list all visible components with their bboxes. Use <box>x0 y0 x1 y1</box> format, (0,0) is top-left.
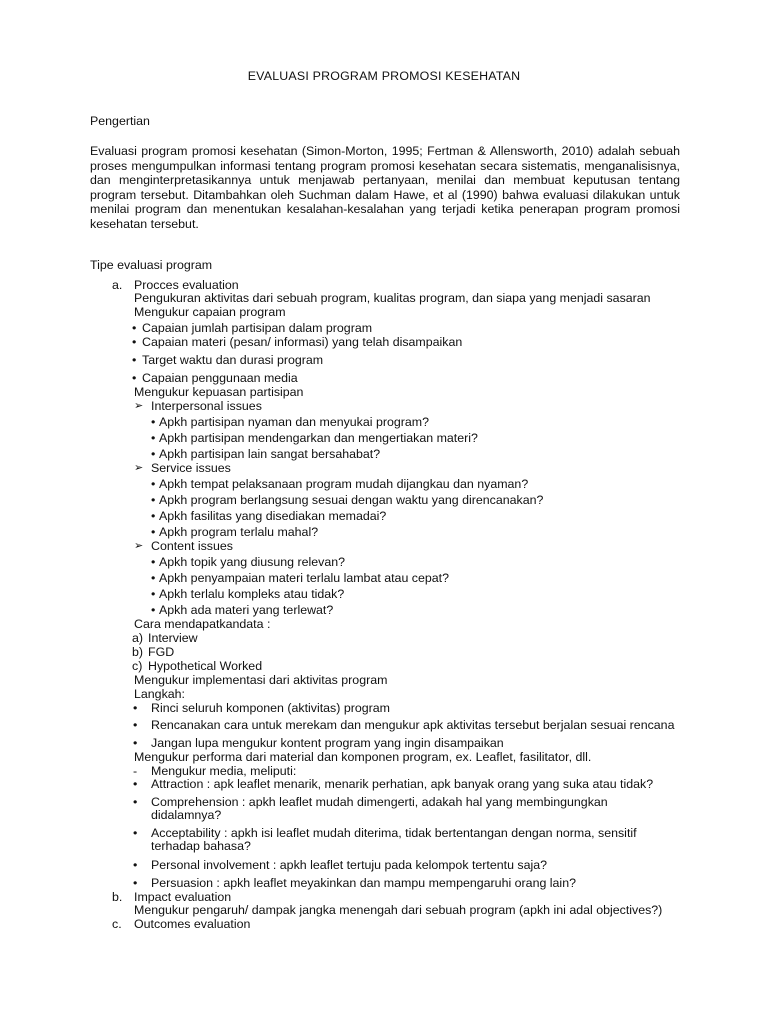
list-item: c) Hypothetical Worked <box>132 658 263 673</box>
list-item: • Apkh tempat pelaksanaan program mudah dijangkau dan nyaman? <box>151 476 529 491</box>
outcomes-evaluation-label: Outcomes evaluation <box>134 916 251 931</box>
list-marker-b: b. <box>112 889 123 904</box>
implementasi-heading: Mengukur implementasi dari aktivitas program <box>134 672 388 687</box>
impact-evaluation-label: Impact evaluation <box>134 889 232 904</box>
performa-heading: Mengukur performa dari material dan komponen program, ex. Leaflet, fasilitator, dll. <box>134 750 592 765</box>
list-item: • Apkh partisipan nyaman dan menyukai program? <box>151 414 429 429</box>
langkah-heading: Langkah: <box>134 686 185 701</box>
bullet-icon: • <box>133 777 138 792</box>
list-item: • Jangan lupa mengukur kontent program yang ingin disampaikan <box>133 736 504 751</box>
list-item: • Rinci seluruh komponen (aktivitas) program <box>133 700 390 715</box>
list-item: • Apkh partisipan lain sangat bersahabat? <box>151 446 381 461</box>
cara-heading: Cara mendapatkandata : <box>134 616 271 631</box>
bullet-icon: • <box>151 524 156 539</box>
list-marker-c: c. <box>112 916 122 931</box>
list-item: • Apkh program berlangsung sesuai dengan waktu yang direncanakan? <box>151 492 544 507</box>
section-heading-pengertian: Pengertian <box>90 114 150 128</box>
list-item: • Target waktu dan durasi program <box>132 352 324 367</box>
bullet-icon: • <box>133 857 138 872</box>
list-item: • Persuasion : apkh leaflet meyakinkan dan mampu mempengaruhi orang lain? <box>133 875 576 890</box>
bullet-icon: • <box>133 700 138 715</box>
bullet-icon: • <box>133 875 138 890</box>
bullet-icon: • <box>133 825 138 840</box>
list-item: • Apkh ada materi yang terlewat? <box>151 602 334 617</box>
list-item: • Apkh terlalu kompleks atau tidak? <box>151 586 345 601</box>
capaian-heading: Mengukur capaian program <box>134 304 286 319</box>
bullet-icon: • <box>151 476 156 491</box>
arrow-icon: ➢ <box>134 461 144 474</box>
list-item: • Attraction : apk leaflet menarik, menarik perhatian, apk banyak orang yang suka atau tidak? <box>133 777 654 792</box>
list-item: a) Interview <box>132 630 198 645</box>
bullet-icon: • <box>151 570 156 585</box>
list-item: • Personal involvement : apkh leaflet tertuju pada kelompok tertentu saja? <box>133 857 548 872</box>
bullet-icon: • <box>151 430 156 445</box>
bullet-icon: • <box>151 414 156 429</box>
content-issues: ➢ Content issues <box>134 538 233 553</box>
list-item: • Apkh penyampaian materi terlalu lambat atau cepat? <box>151 570 449 585</box>
interpersonal-issues: ➢ Interpersonal issues <box>134 398 262 413</box>
list-item-a <box>90 278 680 292</box>
kepuasan-heading: Mengukur kepuasan partisipan <box>134 384 304 399</box>
bullet-icon: • <box>132 352 137 367</box>
list-item-b <box>90 890 680 904</box>
bullet-icon: • <box>151 446 156 461</box>
service-issues: ➢ Service issues <box>134 460 231 475</box>
arrow-icon: ➢ <box>134 399 144 412</box>
dash-icon: - <box>133 764 138 779</box>
bullet-icon: • <box>133 794 138 809</box>
process-evaluation-label: Procces evaluation <box>134 277 239 292</box>
arrow-icon: ➢ <box>134 539 144 552</box>
bullet-icon: • <box>151 508 156 523</box>
bullet-icon: • <box>151 492 156 507</box>
bullet-icon: • <box>132 320 137 335</box>
list-item: • Apkh fasilitas yang disediakan memadai? <box>151 508 387 523</box>
section-heading-tipe: Tipe evaluasi program <box>90 257 213 272</box>
document-body <box>90 114 680 931</box>
impact-evaluation-desc: Mengukur pengaruh/ dampak jangka menengah dari sebuah program (apkh ini adal objectives?) <box>134 902 663 917</box>
bullet-icon: • <box>151 586 156 601</box>
page-title: EVALUASI PROGRAM PROMOSI KESEHATAN <box>247 69 521 83</box>
list-item: • Capaian materi (pesan/ informasi) yang telah disampaikan <box>132 334 463 349</box>
bullet-icon: • <box>151 554 156 569</box>
list-item: • Apkh program terlalu mahal? <box>151 524 319 539</box>
bullet-icon: • <box>151 602 156 617</box>
list-item: b) FGD <box>132 644 175 659</box>
list-item-c <box>90 917 680 931</box>
list-marker-a: a. <box>112 277 123 292</box>
bullet-icon: • <box>133 736 138 751</box>
bullet-icon: • <box>132 370 137 385</box>
list-item: • Apkh partisipan mendengarkan dan mengertiakan materi? <box>151 430 478 445</box>
media-heading: - Mengukur media, meliputi: <box>133 764 297 779</box>
list-item: • Apkh topik yang diusung relevan? <box>151 554 345 569</box>
list-item: • Acceptability : apkh isi leaflet mudah diterima, tidak bertentangan dengan norma, sensitif terhadap bahasa? <box>133 825 637 854</box>
bullet-icon: • <box>132 334 137 349</box>
process-evaluation-desc: Pengukuran aktivitas dari sebuah program, kualitas program, dan siapa yang menjadi sasaran <box>134 290 651 305</box>
list-item: • Capaian penggunaan media <box>132 370 298 385</box>
list-item: • Comprehension : apkh leaflet mudah dimengerti, adakah hal yang membingungkan didalamnya? <box>133 794 608 823</box>
list-item: • Rencanakan cara untuk merekam dan mengukur apk aktivitas tersebut berjalan sesuai rencana <box>133 717 675 732</box>
pengertian-paragraph: Evaluasi program promosi kesehatan (Simon-Morton, 1995; Fertman & Allensworth, 2010) adalah sebuah proses mengumpulkan informasi tentang program promosi kesehatan secara sistematis, menganalisisnya, dan menginterpretasikannya untuk menjawab pertanyaan, menilai dan membuat keputusan tentang program tersebut. Ditambahkan oleh Suchman dalam Hawe, et al (1990) bahwa evaluasi dilakukan untuk menilai program dan menentukan kesalahan-kesalahan yang terjadi ketika penerapan program promosi kesehatan tersebut. <box>90 144 680 231</box>
list-item: • Capaian jumlah partisipan dalam program <box>132 320 373 335</box>
bullet-icon: • <box>133 717 138 732</box>
